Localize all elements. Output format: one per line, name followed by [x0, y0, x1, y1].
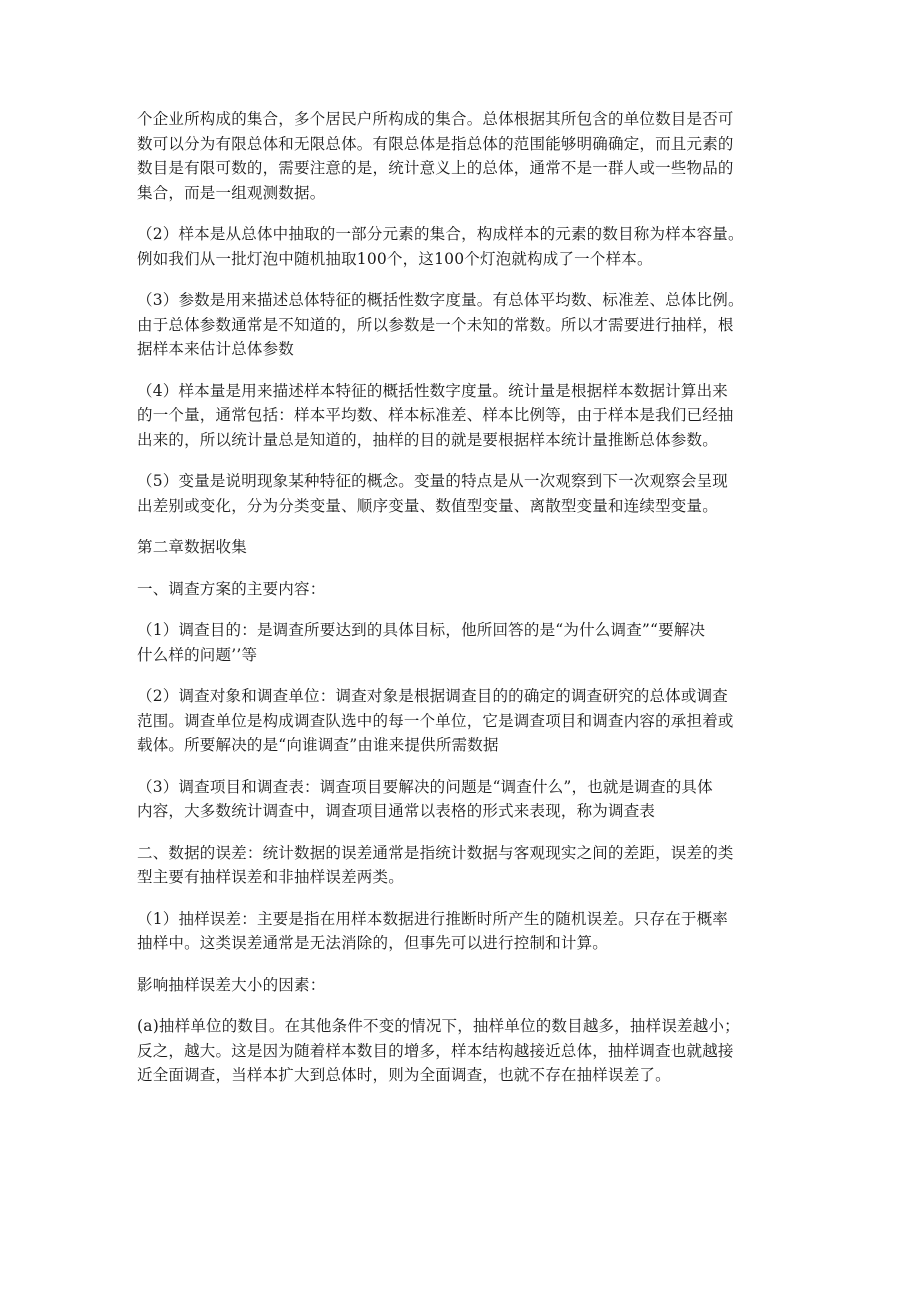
paragraph-survey-object: （2）调查对象和调查单位：调查对象是根据调查目的的确定的调查研究的总体或调查 范围。调查单位是构成调查队选中的每一个单位，它是调查项目和调查内容的承担着或 载体。所要解决的是“向谁调查”由谁来提供所需数据 — [137, 687, 734, 754]
paragraph-sample-size-factor: (a)抽样单位的数目。在其他条件不变的情况下，抽样单位的数目越多，抽样误差越小； 反之，越大。这是因为随着样本数目的增多，样本结构越接近总体，抽样调查也就越接 近全面调查，当样本扩大到总体时，则为全面调查，也就不存在抽样误差了。 — [137, 1017, 740, 1084]
paragraph-variable: （5）变量是说明现象某种特征的概念。变量的特点是从一次观察到下一次观察会呈现 出差别或变化，分为分类变量、顺序变量、数值型变量、离散型变量和连续型变量。 — [137, 472, 728, 515]
paragraph-population-definition: 个企业所构成的集合，多个居民户所构成的集合。总体根据其所包含的单位数目是否可 数可以分为有限总体和无限总体。有限总体是指总体的范围能够明确确定，而且元素的 数目是有限可数的，需要注意的是，统计意义上的总体，通常不是一群人或一些物品的 集合，而是一组观测数据。 — [137, 110, 734, 202]
section-heading-survey-plan: 一、调查方案的主要内容： — [137, 579, 326, 598]
paragraph-sample: （2）样本是从总体中抽取的一部分元素的集合，构成样本的元素的数目称为样本容量。 例如我们从一批灯泡中随机抽取100个，这100个灯泡就构成了一个样本。 — [137, 225, 744, 268]
paragraph-statistic: （4）样本量是用来描述样本特征的概括性数字度量。统计量是根据样本数据计算出来 的一个量，通常包括：样本平均数、样本标准差、样本比例等，由于样本是我们已经抽 出来的，所以统计量总是知道的，抽样的目的就是要根据样本统计量推断总体参数。 — [137, 381, 734, 449]
chapter-heading: 第二章数据收集 — [137, 538, 247, 556]
subheading-error-factors: 影响抽样误差大小的因素： — [137, 975, 326, 994]
paragraph-parameter: （3）参数是用来描述总体特征的概括性数字度量。有总体平均数、标准差、总体比例。 由于总体参数通常是不知道的，所以参数是一个未知的常数。所以才需要进行抽样，根 据样本来估计总体参数 — [137, 291, 744, 358]
paragraph-survey-items: （3）调查项目和调查表：调查项目要解决的问题是“调查什么”，也就是调查的具体 内容，大多数统计调查中，调查项目通常以表格的形式来表现，称为调查表 — [137, 777, 713, 820]
document-body — [137, 107, 787, 1105]
section-heading-data-error: 二、数据的误差：统计数据的误差通常是指统计数据与客观现实之间的差距，误差的类 型主要有抽样误差和非抽样误差两类。 — [137, 843, 734, 886]
paragraph-sampling-error: （1）抽样误差：主要是指在用样本数据进行推断时所产生的随机误差。只存在于概率 抽样中。这类误差通常是无法消除的，但事先可以进行控制和计算。 — [137, 909, 728, 952]
paragraph-survey-purpose: （1）调查目的：是调查所要达到的具体目标，他所回答的是“为什么调查”“要解决 什么样的问题’’等 — [137, 621, 706, 664]
